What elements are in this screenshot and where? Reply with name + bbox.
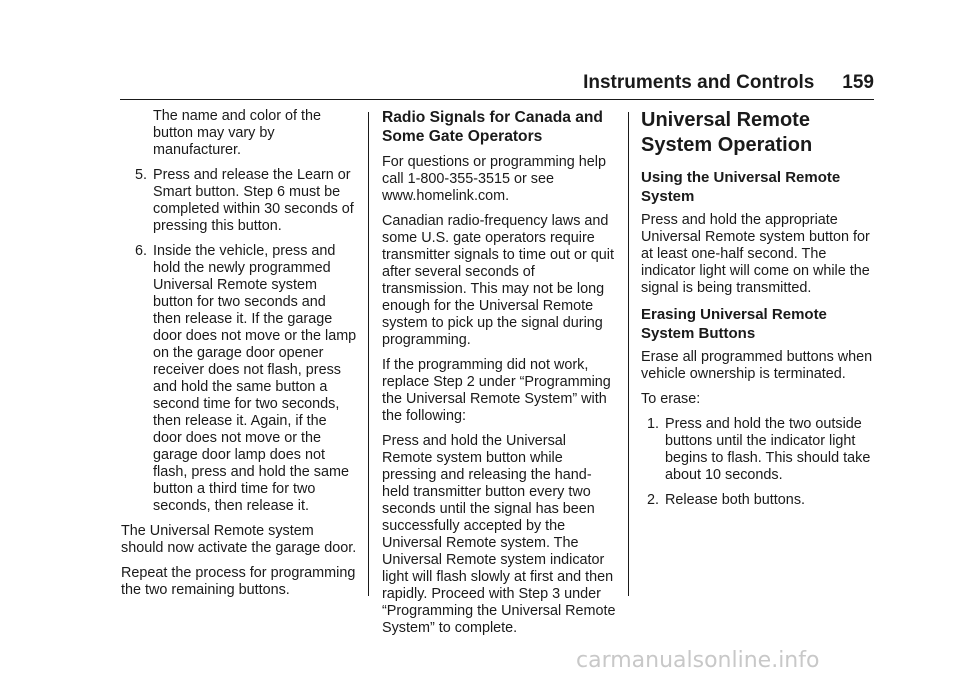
list-item (641, 492, 877, 509)
column-left (121, 108, 357, 607)
step-text: Press and hold the two outside buttons until the indicator light begins to flash. This should take about 10 seconds. (665, 416, 871, 483)
list-item (641, 416, 877, 484)
paragraph: For questions or programming help call 1-800-355-3515 or see www.homelink.com. (382, 154, 606, 204)
page-header (556, 72, 874, 94)
step-number: 5. (134, 167, 147, 183)
column-right (641, 108, 877, 517)
step-number: 2. (646, 492, 659, 508)
main-heading: Universal Remote System Operation (641, 109, 813, 156)
watermark: carmanualsonline.info (576, 648, 820, 673)
page-number: 159 (842, 72, 874, 93)
paragraph: Canadian radio-frequency laws and some U.S. gate operators require transmitter signals to time out or quit after several seconds of transmission. This may not be long enough for the Universal Remote system to pick up the signal during programming. (382, 213, 614, 348)
column-divider (628, 112, 629, 596)
intro-note: The name and color of the button may vary by manufacturer. (153, 108, 321, 158)
section-title: Instruments and Controls (583, 72, 815, 93)
paragraph: Erase all programmed buttons when vehicle ownership is terminated. (641, 349, 873, 382)
list-item (121, 243, 357, 515)
header-rule (120, 99, 874, 100)
paragraph: The Universal Remote system should now activate the garage door. (121, 523, 357, 556)
paragraph: Press and hold the Universal Remote system button while pressing and releasing the hand-held transmitter button every two seconds until the signal has been successfully accepted by the Universal Remote system. The Universal Remote system indicator light will flash slowly at first and then rapidly. Proceed with Step 3 under “Programming the Universal Remote System” to complete. (382, 433, 616, 636)
step-text: Inside the vehicle, press and hold the newly programmed Universal Remote system button for two seconds and then release it. If the garage door does not move or the lamp on the garage door opener receiver does not flash, press and hold the same button a second time for two seconds, then release it. Again, if the door does not move or the garage door lamp does not flash, press and hold the same button a third time for two seconds, then release it. (153, 243, 357, 514)
list-item (121, 167, 357, 235)
step-number: 1. (646, 416, 659, 432)
subheading: Using the Universal Remote System (641, 169, 841, 205)
section-heading: Radio Signals for Canada and Some Gate Operators (382, 109, 603, 145)
paragraph: To erase: (641, 391, 701, 407)
step-text: Press and release the Learn or Smart button. Step 6 must be completed within 30 seconds of pressing this button. (153, 167, 354, 234)
step-text: Release both buttons. (665, 492, 806, 508)
column-divider (368, 112, 369, 596)
subheading: Erasing Universal Remote System Buttons (641, 306, 827, 342)
step-number: 6. (134, 243, 147, 259)
column-middle (382, 108, 618, 645)
paragraph: Press and hold the appropriate Universal Remote system button for at least one-half second. The indicator light will come on while the signal is being transmitted. (641, 212, 870, 296)
paragraph: Repeat the process for programming the two remaining buttons. (121, 565, 356, 598)
paragraph: If the programming did not work, replace Step 2 under “Programming the Universal Remote System” with the following: (382, 357, 611, 424)
